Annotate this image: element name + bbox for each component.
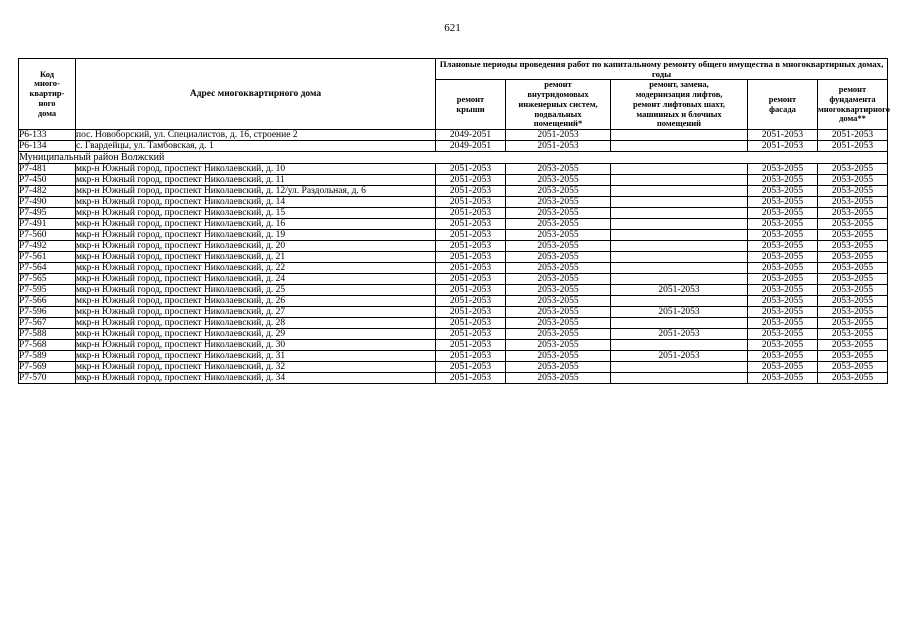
cell-lift (611, 296, 748, 307)
header-code-line-5: дома (37, 107, 57, 118)
header-foundation-line-1: ремонт (838, 84, 867, 95)
cell-foundation: 2051-2053 (818, 141, 888, 152)
table-row (19, 197, 888, 208)
header-address: Адрес многоквартирного дома (76, 59, 436, 130)
cell-foundation: 2053-2055 (818, 362, 888, 373)
cell-facade: 2053-2055 (748, 351, 818, 362)
cell-inner-systems: 2053-2055 (506, 175, 611, 186)
cell-lift (611, 340, 748, 351)
cell-lift (611, 208, 748, 219)
cell-foundation: 2053-2055 (818, 241, 888, 252)
cell-code: Р7-595 (19, 285, 76, 296)
cell-inner-systems: 2053-2055 (506, 329, 611, 340)
cell-inner-systems: 2053-2055 (506, 373, 611, 384)
cell-roof: 2051-2053 (436, 263, 506, 274)
table-row (19, 208, 888, 219)
cell-lift (611, 252, 748, 263)
cell-facade: 2053-2055 (748, 175, 818, 186)
cell-inner-systems: 2053-2055 (506, 219, 611, 230)
header-code-line-1: Код (39, 68, 55, 79)
cell-lift: 2051-2053 (611, 351, 748, 362)
header-lift-repair (611, 80, 748, 130)
cell-inner-systems: 2053-2055 (506, 318, 611, 329)
header-code-line-2: много- (34, 78, 60, 89)
cell-foundation: 2053-2055 (818, 340, 888, 351)
cell-address: мкр-н Южный город, проспект Николаевский, д. 29 (76, 329, 436, 340)
cell-facade: 2053-2055 (748, 318, 818, 329)
cell-code: Р7-482 (19, 186, 76, 197)
cell-roof: 2051-2053 (436, 340, 506, 351)
cell-lift (611, 175, 748, 186)
table-row (19, 186, 888, 197)
header-lift-line-4: машинных и блочных (636, 108, 722, 119)
header-inner-line-5: помещений* (533, 118, 583, 129)
header-lift-line-2: модернизация лифтов, (635, 88, 723, 99)
cell-foundation: 2053-2055 (818, 164, 888, 175)
cell-code: Р6-134 (19, 141, 76, 152)
cell-roof: 2051-2053 (436, 252, 506, 263)
table-header-row-1 (19, 59, 888, 80)
cell-foundation: 2053-2055 (818, 285, 888, 296)
cell-lift (611, 141, 748, 152)
cell-code: Р7-561 (19, 252, 76, 263)
cell-roof: 2051-2053 (436, 230, 506, 241)
table-row (19, 241, 888, 252)
cell-inner-systems: 2053-2055 (506, 197, 611, 208)
header-code-line-3: квартир- (29, 88, 65, 99)
cell-address: мкр-н Южный город, проспект Николаевский, д. 22 (76, 263, 436, 274)
table-row (19, 285, 888, 296)
cell-facade: 2053-2055 (748, 186, 818, 197)
cell-address: мкр-н Южный город, проспект Николаевский, д. 25 (76, 285, 436, 296)
cell-address: мкр-н Южный город, проспект Николаевский, д. 26 (76, 296, 436, 307)
cell-address: мкр-н Южный город, проспект Николаевский, д. 11 (76, 175, 436, 186)
table-row (19, 274, 888, 285)
cell-code: Р7-588 (19, 329, 76, 340)
cell-inner-systems: 2053-2055 (506, 362, 611, 373)
cell-code: Р6-133 (19, 130, 76, 141)
cell-roof: 2051-2053 (436, 241, 506, 252)
cell-facade: 2053-2055 (748, 241, 818, 252)
cell-lift (611, 362, 748, 373)
cell-foundation: 2053-2055 (818, 252, 888, 263)
cell-address: мкр-н Южный город, проспект Николаевский, д. 21 (76, 252, 436, 263)
cell-foundation: 2053-2055 (818, 230, 888, 241)
section-label: Муниципальный район Волжский (19, 152, 888, 164)
cell-lift (611, 164, 748, 175)
cell-code: Р7-566 (19, 296, 76, 307)
header-code-line-4: ного (38, 97, 56, 108)
header-inner-line-2: внутридомовых (527, 88, 589, 99)
cell-facade: 2053-2055 (748, 329, 818, 340)
cell-inner-systems: 2053-2055 (506, 307, 611, 318)
table-body (19, 130, 888, 384)
table-section-row (19, 152, 888, 164)
header-inner-systems-repair (506, 80, 611, 130)
cell-facade: 2053-2055 (748, 208, 818, 219)
header-lift-line-1: ремонт, замена, (649, 79, 709, 90)
cell-address: мкр-н Южный город, проспект Николаевский, д. 27 (76, 307, 436, 318)
cell-foundation: 2053-2055 (818, 208, 888, 219)
table-row (19, 263, 888, 274)
cell-address: мкр-н Южный город, проспект Николаевский, д. 10 (76, 164, 436, 175)
header-foundation-line-4: дома** (839, 113, 866, 124)
cell-foundation: 2053-2055 (818, 329, 888, 340)
header-foundation-repair (818, 80, 891, 130)
page-number: 621 (444, 22, 461, 34)
cell-inner-systems: 2051-2053 (506, 141, 611, 152)
cell-foundation: 2051-2053 (818, 130, 888, 141)
cell-address: мкр-н Южный город, проспект Николаевский, д. 32 (76, 362, 436, 373)
cell-facade: 2053-2055 (748, 373, 818, 384)
cell-address: мкр-н Южный город, проспект Николаевский, д. 31 (76, 351, 436, 362)
cell-code: Р7-481 (19, 164, 76, 175)
cell-inner-systems: 2053-2055 (506, 340, 611, 351)
cell-code: Р7-565 (19, 274, 76, 285)
cell-foundation: 2053-2055 (818, 318, 888, 329)
cell-roof: 2051-2053 (436, 175, 506, 186)
cell-roof: 2051-2053 (436, 197, 506, 208)
table-row (19, 329, 888, 340)
cell-facade: 2051-2053 (748, 130, 818, 141)
header-facade-line-1: ремонт (768, 93, 797, 104)
cell-address: мкр-н Южный город, проспект Николаевский, д. 14 (76, 197, 436, 208)
cell-code: Р7-569 (19, 362, 76, 373)
cell-inner-systems: 2053-2055 (506, 252, 611, 263)
cell-roof: 2051-2053 (436, 285, 506, 296)
header-inner-line-4: подвальных (534, 108, 582, 119)
cell-lift (611, 318, 748, 329)
header-lift-line-3: ремонт лифтовых шахт, (632, 98, 725, 109)
header-inner-line-1: ремонт (544, 79, 572, 90)
cell-lift (611, 241, 748, 252)
table-row (19, 252, 888, 263)
table-row (19, 175, 888, 186)
header-roof-repair (436, 80, 506, 130)
cell-roof: 2051-2053 (436, 296, 506, 307)
cell-code: Р7-560 (19, 230, 76, 241)
cell-inner-systems: 2053-2055 (506, 351, 611, 362)
cell-roof: 2051-2053 (436, 164, 506, 175)
table-row (19, 141, 888, 152)
cell-facade: 2053-2055 (748, 219, 818, 230)
cell-address: мкр-н Южный город, проспект Николаевский, д. 12/ул. Раздольная, д. 6 (76, 186, 436, 197)
cell-inner-systems: 2053-2055 (506, 164, 611, 175)
table-row (19, 296, 888, 307)
cell-code: Р7-491 (19, 219, 76, 230)
cell-foundation: 2053-2055 (818, 307, 888, 318)
table-row (19, 307, 888, 318)
header-foundation-line-2: фундамента (829, 93, 876, 104)
cell-lift (611, 263, 748, 274)
cell-inner-systems: 2053-2055 (506, 263, 611, 274)
header-lift-line-5: помещений (656, 118, 702, 129)
cell-inner-systems: 2051-2053 (506, 130, 611, 141)
cell-address: мкр-н Южный город, проспект Николаевский, д. 19 (76, 230, 436, 241)
cell-address: мкр-н Южный город, проспект Николаевский, д. 30 (76, 340, 436, 351)
cell-inner-systems: 2053-2055 (506, 296, 611, 307)
header-roof-line-2: крыши (456, 103, 485, 114)
cell-lift (611, 197, 748, 208)
cell-facade: 2053-2055 (748, 362, 818, 373)
table-row (19, 362, 888, 373)
cell-facade: 2053-2055 (748, 197, 818, 208)
cell-roof: 2049-2051 (436, 141, 506, 152)
cell-foundation: 2053-2055 (818, 274, 888, 285)
table-row (19, 164, 888, 175)
cell-roof: 2051-2053 (436, 274, 506, 285)
cell-lift (611, 274, 748, 285)
cell-lift (611, 219, 748, 230)
cell-address: мкр-н Южный город, проспект Николаевский, д. 34 (76, 373, 436, 384)
cell-roof: 2051-2053 (436, 362, 506, 373)
cell-foundation: 2053-2055 (818, 296, 888, 307)
cell-code: Р7-495 (19, 208, 76, 219)
cell-address: с. Гвардейцы, ул. Тамбовская, д. 1 (76, 141, 436, 152)
header-roof-line-1: ремонт (456, 93, 485, 104)
header-periods-group: Плановые периоды проведения работ по капитальному ремонту общего имущества в многоквартирных домах, годы (436, 59, 888, 80)
cell-foundation: 2053-2055 (818, 186, 888, 197)
cell-facade: 2053-2055 (748, 164, 818, 175)
cell-inner-systems: 2053-2055 (506, 230, 611, 241)
cell-roof: 2051-2053 (436, 219, 506, 230)
header-foundation-line-3: многоквартирного (818, 103, 891, 114)
cell-address: мкр-н Южный город, проспект Николаевский, д. 16 (76, 219, 436, 230)
table-row (19, 230, 888, 241)
cell-lift (611, 230, 748, 241)
cell-inner-systems: 2053-2055 (506, 274, 611, 285)
cell-facade: 2053-2055 (748, 274, 818, 285)
table-row (19, 219, 888, 230)
cell-code: Р7-450 (19, 175, 76, 186)
header-code (19, 59, 76, 130)
cell-foundation: 2053-2055 (818, 351, 888, 362)
cell-roof: 2051-2053 (436, 351, 506, 362)
cell-code: Р7-568 (19, 340, 76, 351)
header-facade-line-2: фасада (769, 103, 796, 114)
header-inner-line-3: инженерных систем, (518, 98, 598, 109)
capital-repair-table (18, 58, 891, 384)
cell-facade: 2053-2055 (748, 252, 818, 263)
capital-repair-table-wrapper (18, 58, 891, 384)
cell-inner-systems: 2053-2055 (506, 285, 611, 296)
header-facade-repair (748, 80, 818, 130)
cell-code: Р7-570 (19, 373, 76, 384)
cell-roof: 2051-2053 (436, 186, 506, 197)
cell-roof: 2049-2051 (436, 130, 506, 141)
table-row (19, 373, 888, 384)
cell-foundation: 2053-2055 (818, 373, 888, 384)
cell-code: Р7-589 (19, 351, 76, 362)
cell-foundation: 2053-2055 (818, 197, 888, 208)
cell-code: Р7-596 (19, 307, 76, 318)
table-row (19, 340, 888, 351)
cell-facade: 2053-2055 (748, 263, 818, 274)
cell-roof: 2051-2053 (436, 307, 506, 318)
cell-foundation: 2053-2055 (818, 219, 888, 230)
cell-roof: 2051-2053 (436, 329, 506, 340)
cell-inner-systems: 2053-2055 (506, 186, 611, 197)
cell-roof: 2051-2053 (436, 208, 506, 219)
table-head (19, 59, 891, 130)
cell-facade: 2053-2055 (748, 296, 818, 307)
cell-foundation: 2053-2055 (818, 263, 888, 274)
cell-roof: 2051-2053 (436, 373, 506, 384)
cell-facade: 2053-2055 (748, 230, 818, 241)
cell-code: Р7-490 (19, 197, 76, 208)
cell-roof: 2051-2053 (436, 318, 506, 329)
cell-lift: 2051-2053 (611, 285, 748, 296)
cell-code: Р7-567 (19, 318, 76, 329)
cell-lift (611, 186, 748, 197)
cell-address: мкр-н Южный город, проспект Николаевский, д. 20 (76, 241, 436, 252)
cell-facade: 2053-2055 (748, 285, 818, 296)
cell-inner-systems: 2053-2055 (506, 208, 611, 219)
cell-facade: 2053-2055 (748, 307, 818, 318)
table-row (19, 351, 888, 362)
cell-lift: 2051-2053 (611, 307, 748, 318)
cell-lift: 2051-2053 (611, 329, 748, 340)
cell-foundation: 2053-2055 (818, 175, 888, 186)
table-row (19, 318, 888, 329)
cell-lift (611, 373, 748, 384)
cell-address: мкр-н Южный город, проспект Николаевский, д. 15 (76, 208, 436, 219)
cell-inner-systems: 2053-2055 (506, 241, 611, 252)
cell-address: мкр-н Южный город, проспект Николаевский, д. 28 (76, 318, 436, 329)
table-row (19, 130, 888, 141)
cell-lift (611, 130, 748, 141)
cell-address: пос. Новоборский, ул. Специалистов, д. 16, строение 2 (76, 130, 436, 141)
cell-code: Р7-564 (19, 263, 76, 274)
cell-code: Р7-492 (19, 241, 76, 252)
cell-address: мкр-н Южный город, проспект Николаевский, д. 24 (76, 274, 436, 285)
cell-facade: 2053-2055 (748, 340, 818, 351)
cell-facade: 2051-2053 (748, 141, 818, 152)
